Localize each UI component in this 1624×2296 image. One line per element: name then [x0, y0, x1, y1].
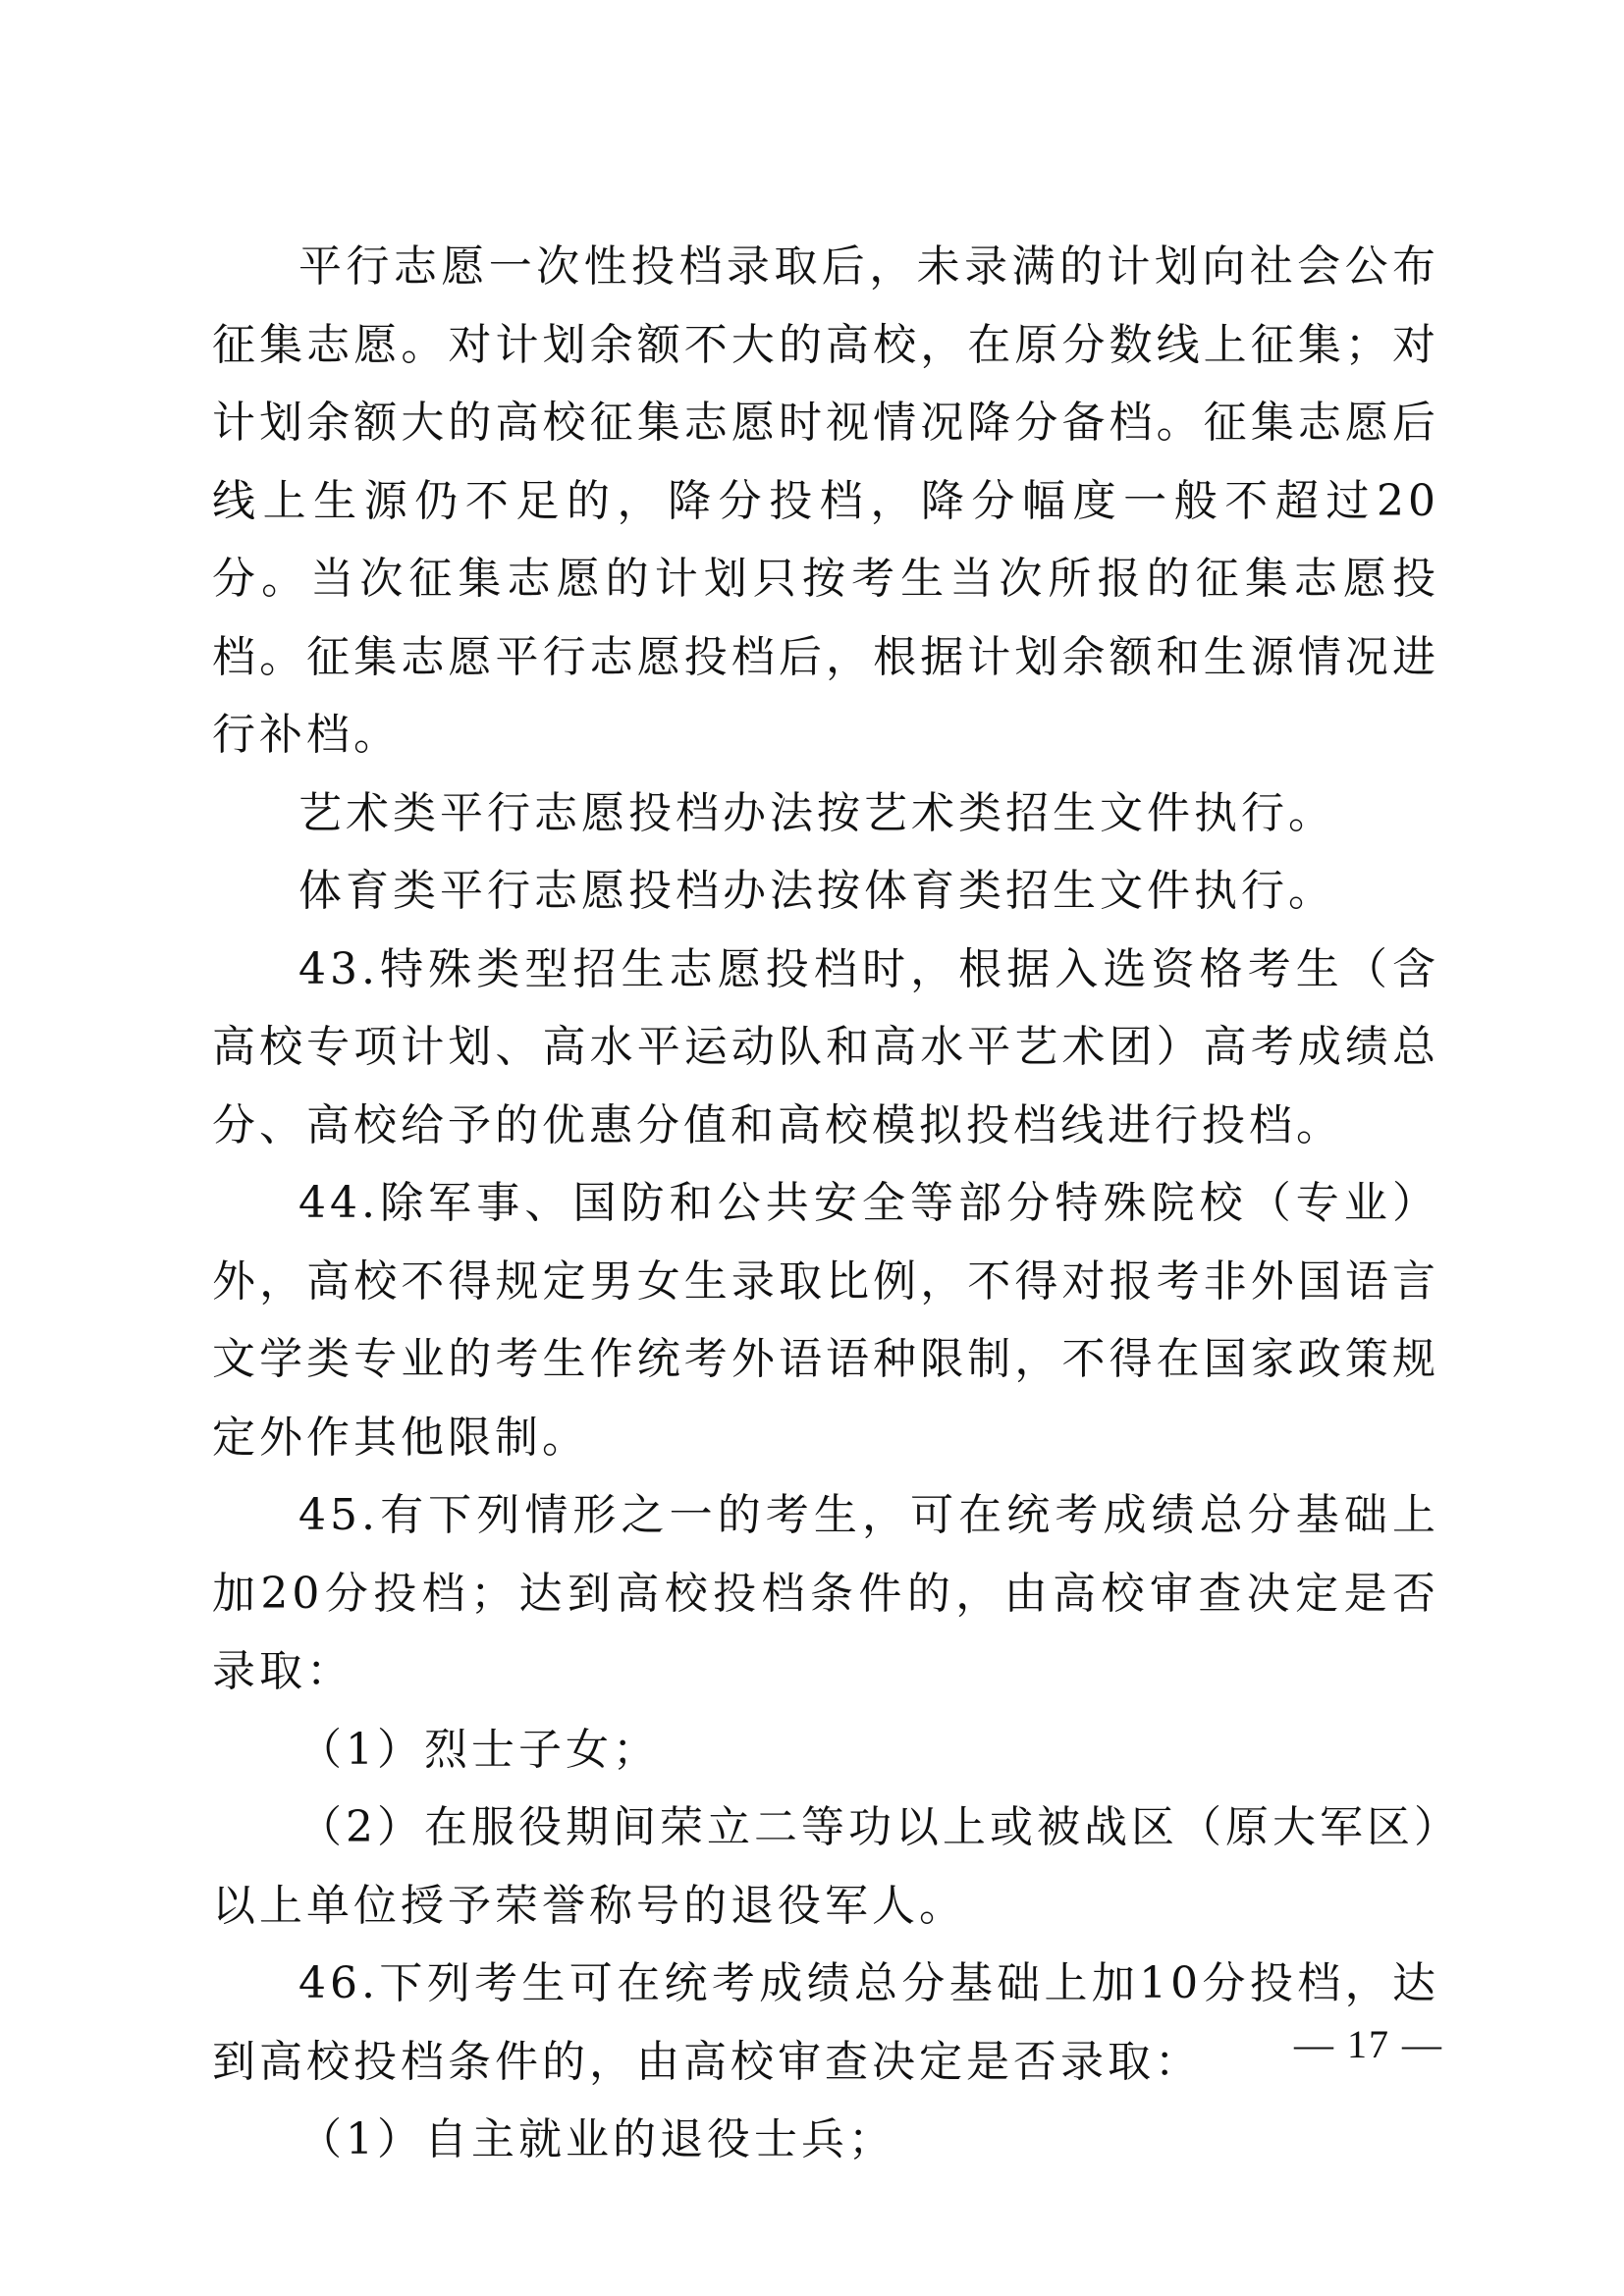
paragraph-item-45-sub-1: （1）烈士子女；: [298, 1724, 660, 1775]
paragraph-solicitation-volunteer: 平行志愿一次性投档录取后，未录满的计划向社会公布征集志愿。对计划余额不大的高校，在原分数线上征集；对计划余额大的高校征集志愿时视情况降分备档。征集志愿后线上生源仍不足的，降分投档，降分幅度一般不超过20分。当次征集志愿的计划只按考生当次所报的征集志愿投档。征集志愿平行志愿投档后，根据计划余额和生源情况进行补档。: [212, 241, 1439, 760]
paragraph-sports-category: 体育类平行志愿投档办法按体育类招生文件执行。: [298, 866, 1335, 916]
paragraph-item-45-sub-2: （2）在服役期间荣立二等功以上或被战区（原大军区）以上单位授予荣誉称号的退役军人。: [212, 1802, 1439, 1931]
paragraph-item-45: 45.有下列情形之一的考生，可在统考成绩总分基础上加20分投档；达到高校投档条件的，由高校审查决定是否录取：: [212, 1490, 1439, 1696]
paragraph-item-46-sub-1: （1）自主就业的退役士兵；: [298, 2114, 895, 2164]
page-number: — 17 —: [1294, 2022, 1443, 2066]
paragraph-item-46: 46.下列考生可在统考成绩总分基础上加10分投档，达到高校投档条件的，由高校审查决定是否录取：: [212, 1958, 1439, 2087]
paragraph-item-43: 43.特殊类型招生志愿投档时，根据入选资格考生（含高校专项计划、高水平运动队和高水平艺术团）高考成绩总分、高校给予的优惠分值和高校模拟投档线进行投档。: [212, 943, 1439, 1150]
document-body: [212, 228, 1439, 2179]
paragraph-item-44: 44.除军事、国防和公共安全等部分特殊院校（专业）外，高校不得规定男女生录取比例，不得对报考非外国语言文学类专业的考生作统考外语语种限制，不得在国家政策规定外作其他限制。: [212, 1178, 1439, 1463]
paragraph-art-category: 艺术类平行志愿投档办法按艺术类招生文件执行。: [298, 787, 1335, 838]
